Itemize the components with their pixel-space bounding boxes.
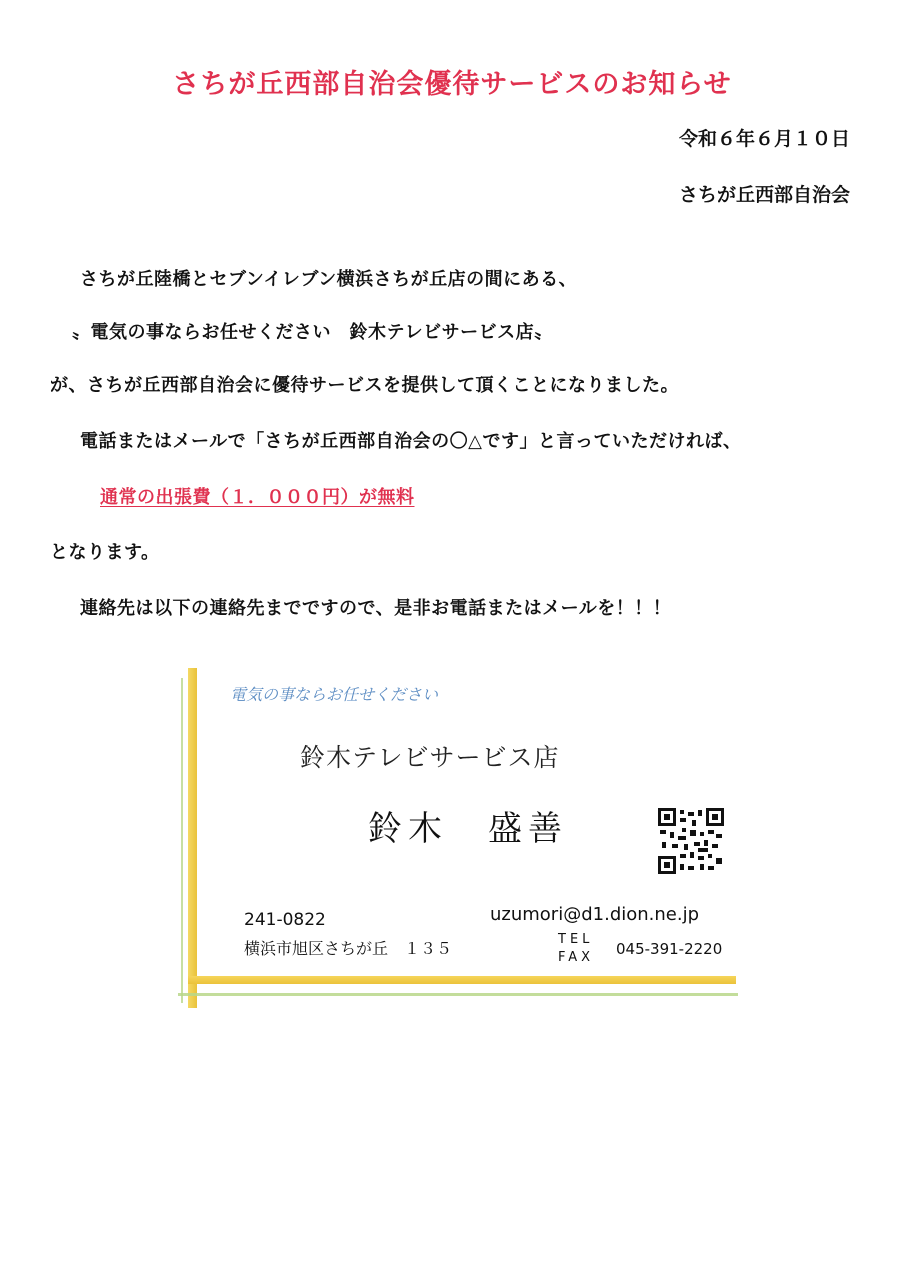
card-person-name: 鈴木 盛善	[368, 809, 568, 849]
card-tagline: 電気の事ならお任せください	[230, 685, 439, 704]
body-line-4: 電話またはメールで「さちが丘西部自治会の〇△です」と言っていただければ、	[80, 431, 742, 452]
body-line-1: さちが丘陸橋とセブンイレブン横浜さちが丘店の間にある、	[80, 269, 578, 290]
card-address: 横浜市旭区さちが丘 １３５	[244, 939, 453, 958]
business-card	[178, 668, 738, 1008]
card-zip-code: 241-0822	[244, 910, 326, 930]
notice-date: 令和６年６月１０日	[678, 128, 850, 150]
card-shop-name: 鈴木テレビサービス店	[300, 743, 560, 772]
body-line-6: となります。	[50, 542, 160, 563]
card-green-line-horizontal	[178, 993, 738, 996]
card-tel-label: TEL	[558, 932, 594, 947]
card-email: uzumori@d1.dion.ne.jp	[490, 904, 700, 925]
card-green-line-vertical	[181, 678, 183, 1003]
organization-name: さちが丘西部自治会	[678, 184, 850, 206]
body-highlight: 通常の出張費（１．０００円）が無料	[100, 487, 415, 508]
body-line-3: が、さちが丘西部自治会に優待サービスを提供して頂くことになりました。	[50, 375, 679, 396]
card-fax-label: FAX	[558, 950, 595, 965]
card-yellow-bar-vertical	[188, 668, 197, 1008]
body-line-2: 〟電気の事ならお任せください 鈴木テレビサービス店〟	[72, 322, 553, 343]
notice-title: さちが丘西部自治会優待サービスのお知らせ	[172, 69, 732, 100]
body-line-7: 連絡先は以下の連絡先までですので、是非お電話またはメールを！！！	[80, 598, 672, 619]
card-phone-number: 045-391-2220	[616, 940, 723, 958]
card-yellow-bar-horizontal	[188, 976, 736, 984]
qr-code-icon	[658, 808, 724, 874]
